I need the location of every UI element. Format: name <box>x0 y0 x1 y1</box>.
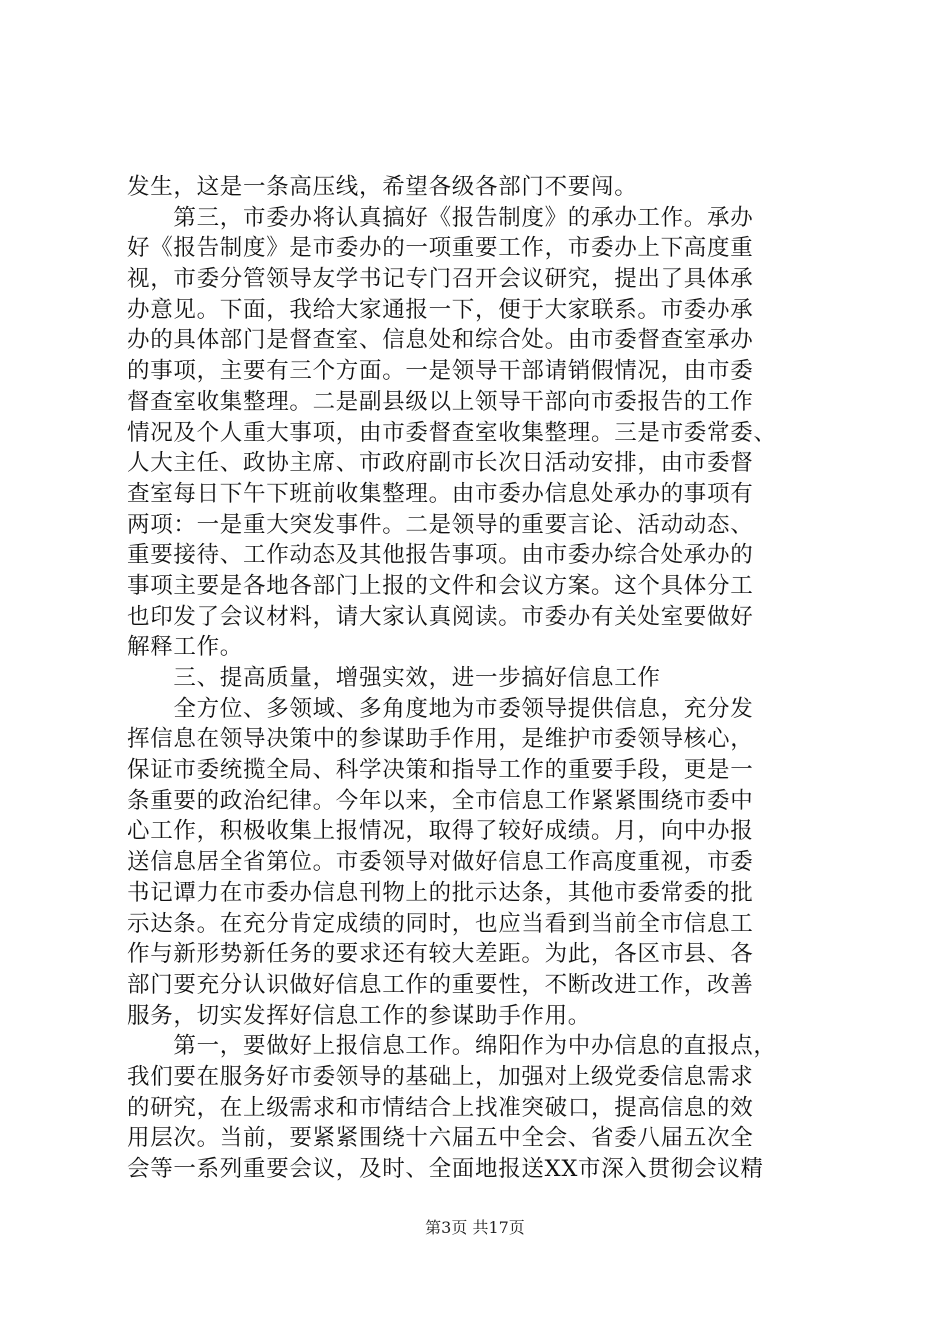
section-heading: 三、提高质量，增强实效，进一步搞好信息工作 <box>127 665 661 691</box>
text-line: 书记谭力在市委办信息刊物上的批示达条，其他市委常委的批 <box>127 879 754 906</box>
text-line: 会等一系列重要会议，及时、全面地报送XX市深入贯彻会议精 <box>127 1156 764 1182</box>
text-line: 办意见。下面，我给大家通报一下，便于大家联系。市委办承 <box>127 296 754 323</box>
text-line: 办的具体部门是督查室、信息处和综合处。由市委督查室承办 <box>127 327 754 354</box>
text-line: 解释工作。 <box>127 634 244 661</box>
text-line: 挥信息在领导决策中的参谋助手作用，是维护市委领导核心， <box>127 726 754 753</box>
document-body <box>127 172 827 1185</box>
text-line: 服务，切实发挥好信息工作的参谋助手作用。 <box>127 1002 592 1029</box>
text-line: 两项：一是重大突发事件。二是领导的重要言论、活动动态、 <box>127 511 754 538</box>
text-line: 的研究，在上级需求和市情结合上找准突破口，提高信息的效 <box>127 1094 754 1121</box>
text-line: 我们要在服务好市委领导的基础上，加强对上级党委信息需求 <box>127 1063 754 1090</box>
text-line: 的事项，主要有三个方面。一是领导干部请销假情况，由市委 <box>127 358 754 385</box>
text-line: 事项主要是各地各部门上报的文件和会议方案。这个具体分工 <box>127 572 754 599</box>
page-number-footer: 第3页 共17页 <box>425 1218 525 1237</box>
text-line: 示达条。在充分肯定成绩的同时，也应当看到当前全市信息工 <box>127 910 754 937</box>
text-line: 人大主任、政协主席、市政府副市长次日活动安排，由市委督 <box>127 450 754 477</box>
text-line: 送信息居全省第位。市委领导对做好信息工作高度重视，市委 <box>127 849 754 876</box>
text-line: 重要接待、工作动态及其他报告事项。由市委办综合处承办的 <box>127 542 754 569</box>
text-line: 保证市委统揽全局、科学决策和指导工作的重要手段，更是一 <box>127 757 754 784</box>
text-line: 督查室收集整理。二是副县级以上领导干部向市委报告的工作 <box>127 388 754 415</box>
text-line: 情况及个人重大事项，由市委督查室收集整理。三是市委常委、 <box>127 419 777 446</box>
text-line: 心工作，积极收集上报情况，取得了较好成绩。月，向中办报 <box>127 818 754 845</box>
text-line: 第一，要做好上报信息工作。绵阳作为中办信息的直报点， <box>127 1033 777 1060</box>
text-line: 作与新形势新任务的要求还有较大差距。为此，各区市县、各 <box>127 941 754 968</box>
text-line: 部门要充分认识做好信息工作的重要性，不断改进工作，改善 <box>127 971 754 998</box>
text-line: 条重要的政治纪律。今年以来，全市信息工作紧紧围绕市委中 <box>127 787 754 814</box>
text-line: 发生，这是一条高压线，希望各级各部门不要闯。 <box>127 174 638 200</box>
text-line: 查室每日下午下班前收集整理。由市委办信息处承办的事项有 <box>127 480 754 507</box>
text-line: 也印发了会议材料，请大家认真阅读。市委办有关处室要做好 <box>127 603 754 630</box>
text-line: 用层次。当前，要紧紧围绕十六届五中全会、省委八届五次全 <box>127 1125 754 1152</box>
text-line: 视，市委分管领导友学书记专门召开会议研究，提出了具体承 <box>127 266 754 293</box>
text-line: 好《报告制度》是市委办的一项重要工作，市委办上下高度重 <box>127 235 754 262</box>
text-line: 全方位、多领域、多角度地为市委领导提供信息，充分发 <box>127 695 754 722</box>
text-line: 第三，市委办将认真搞好《报告制度》的承办工作。承办 <box>127 204 754 231</box>
